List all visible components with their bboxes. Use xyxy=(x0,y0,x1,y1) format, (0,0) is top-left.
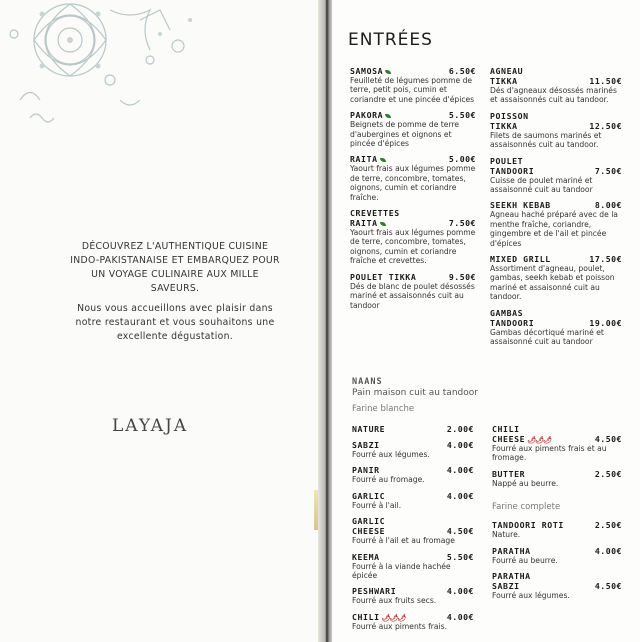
item-description: Feuilleté de légumes pomme de terre, petit pois, cumin et coriandre et une pincée d'épices xyxy=(350,76,475,104)
menu-item: SAMOSA 6.50€ Feuilleté de légumes pomme de terre, petit pois, cumin et coriandre et une pincée d'épices xyxy=(350,66,476,104)
naans-subtitle: Pain maison cuit au tandoor xyxy=(352,388,478,398)
vegetarian-leaf-icon xyxy=(385,114,391,118)
menu-item: PARATHA SABZI 4.50€ Fourré aux légumes. xyxy=(492,571,622,601)
menu-item: AGNEAU TIKKA 11.50€ Dés d'agneaux désossés marinés et assaisonnés cuit au tandoor. xyxy=(490,66,622,105)
farine-blanche-heading: Farine blanche xyxy=(352,404,415,414)
naans-right-column xyxy=(492,424,622,606)
menu-item: PANIR 4.00€ Fourré au fromage. xyxy=(352,465,474,485)
item-description: Fourré aux légumes. xyxy=(492,591,570,601)
item-description: Fourré au fromage. xyxy=(352,475,425,485)
menu-item: SEEKH KEBAB 8.00€ Agneau haché préparé avec de la menthe fraîche, coriandre, gingembre et de l'ail et pincée d'épices xyxy=(490,200,622,248)
menu-item: RAITA 5.00€ Yaourt frais aux légumes pomme de terre, concombre, tomates, oignons, cumin et coriandre fraîche. xyxy=(350,154,476,202)
restaurant-logo: LAYAJA xyxy=(112,416,189,436)
mandala-ornament-icon xyxy=(0,0,220,140)
item-description: Fourré à l'ail. xyxy=(352,500,402,510)
item-description: Assortiment d'agneau, poulet, gambas, seekh kebab et poisson mariné et assaisonné cuit au tandoor. xyxy=(490,264,615,302)
naans-title: NAANS xyxy=(352,377,383,387)
entrees-left-column xyxy=(350,66,476,316)
menu-item: TANDOORI ROTI 2.50€ Nature. xyxy=(492,520,622,540)
item-description: Cuisse de poulet mariné et assaisonné cuit au tandoor xyxy=(490,175,593,195)
item-description: Agneau haché préparé avec de la menthe fraîche, coriandre, gingembre et de l'ail et pincée d'épices xyxy=(490,210,618,248)
item-description: Fourré aux piments frais et au fromage. xyxy=(492,444,607,463)
menu-item: PAKORA 5.50€ Beignets de pomme de terre d'aubergines et oignons et pincée d'épices xyxy=(350,110,476,149)
item-description: Yaourt frais aux légumes pomme de terre, concombre, tomates, oignons, cumin et coriandre fraîche. xyxy=(350,164,476,202)
item-description: Dés de blanc de poulet désossés mariné et assaisonnés cuit au tandoor xyxy=(350,281,475,310)
item-description: Fourré aux fruits secs. xyxy=(352,596,437,606)
menu-item: KEEMA 5.50€ Fourré à la viande hachée épicée xyxy=(352,551,474,581)
menu-item: PESHWARI 4.00€ Fourré aux fruits secs. xyxy=(352,586,474,606)
vegetarian-leaf-icon xyxy=(380,158,386,162)
menu-item: POULET TANDOORI 7.50€ Cuisse de poulet mariné et assaisonné cuit au tandoor xyxy=(490,155,622,195)
item-description: Fourré aux légumes. xyxy=(352,450,430,459)
intro-text xyxy=(70,240,280,344)
menu-item: BUTTER 2.50€ Nappé au beurre. xyxy=(492,468,622,488)
intro-paragraph-2: Nous vous accueillons avec plaisir dans notre restaurant et vous souhaitons une excellente dégustation. xyxy=(75,303,275,342)
vegetarian-leaf-icon xyxy=(380,222,386,226)
menu-item: PARATHA 4.00€ Fourré au beurre. xyxy=(492,545,622,565)
vegetarian-leaf-icon xyxy=(385,70,391,74)
menu-item: SABZI 4.00€ Fourré aux légumes. xyxy=(352,440,474,459)
menu-item: MIXED GRILL 17.50€ Assortiment d'agneau, poulet, gambas, seekh kebab et poisson mariné et assaisonné cuit au tandoor. xyxy=(490,254,622,302)
farine-complete-heading: Farine complete xyxy=(492,502,561,513)
item-description: Nature. xyxy=(492,530,521,540)
menu-item: NATURE 2.00€ xyxy=(352,424,474,434)
chili-pepper-icon: 🌶🌶🌶 xyxy=(381,613,406,622)
entrees-right-column xyxy=(490,66,622,353)
item-description: Yaourt frais aux légumes pomme de terre, concombre, tomates, oignons, cumin et coriandre fraîche et crevettes. xyxy=(350,228,476,266)
item-description: Fourré au beurre. xyxy=(492,555,558,565)
menu-item: CHILI 🌶🌶🌶 4.00€ Fourré aux piments frais. xyxy=(352,611,474,631)
item-description: Dés d'agneaux désossés marinés et assaisonnés cuit au tandoor. xyxy=(490,86,617,105)
menu-item: CREVETTES RAITA 7.50€ Yaourt frais aux légumes pomme de terre, concombre, tomates, oignons, cumin et coriandre fraîche et crevettes. xyxy=(350,208,476,266)
menu-item: CHILI CHEESE 🌶🌶🌶 4.50€ Fourré aux piments frais et au fromage. xyxy=(492,424,622,463)
intro-paragraph-1: DÉCOUVREZ L'AUTHENTIQUE CUISINE INDO-PAKISTANAISE ET EMBARQUEZ POUR UN VOYAGE CULINAIRE AUX MILLE SAVEURS. xyxy=(70,241,280,294)
entrees-title: ENTRÉES xyxy=(348,30,433,50)
item-description: Fourré aux piments frais. xyxy=(352,621,448,631)
menu-item: GARLIC 4.00€ Fourré à l'ail. xyxy=(352,490,474,510)
menu-item: GARLIC CHEESE 4.50€ Fourré à l'ail et au fromage xyxy=(352,516,474,546)
item-description: Filets de saumons marinés et assaisonnés cuit au tandoor. xyxy=(490,130,602,150)
item-description: Beignets de pomme de terre d'aubergines et oignons et pincée d'épices xyxy=(350,120,460,149)
item-description: Nappé au beurre. xyxy=(492,478,559,488)
chili-pepper-icon: 🌶🌶🌶 xyxy=(527,436,551,444)
menu-item: POISSON TIKKA 12.50€ Filets de saumons marinés et assaisonnés cuit au tandoor. xyxy=(490,110,622,150)
item-description: Fourré à la viande hachée épicée xyxy=(352,561,451,581)
right-page xyxy=(332,0,640,642)
item-description: Gambas décortiqué mariné et assaisonné cuit au tandoor xyxy=(490,327,604,347)
item-description: Fourré à l'ail et au fromage xyxy=(352,536,455,546)
naans-left-column xyxy=(352,404,474,637)
menu-item: POULET TIKKA 9.50€ Dés de blanc de poulet désossés mariné et assaisonnés cuit au tandoor xyxy=(350,271,476,310)
menu-item: GAMBAS TANDOORI 19.00€ Gambas décortiqué mariné et assaisonné cuit au tandoor xyxy=(490,307,622,347)
